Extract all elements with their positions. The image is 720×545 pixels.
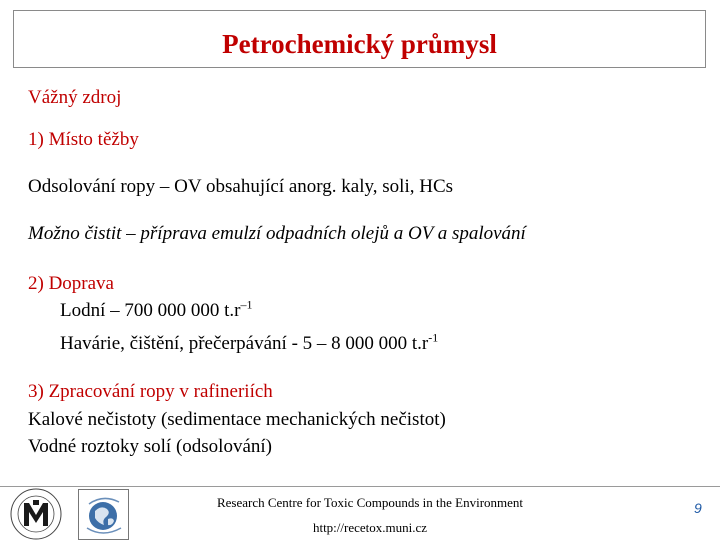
text-serious-source: Vážný zdroj (28, 87, 122, 108)
text-shipping-exponent: –1 (240, 297, 253, 312)
text-extraction-site: 1) Místo těžby (28, 129, 139, 150)
text-shipping (60, 297, 253, 322)
text-treatment: Možno čistit – příprava emulzí odpadních olejů a OV a spalování (28, 223, 526, 244)
text-desalting: Odsolování ropy – OV obsahující anorg. kaly, soli, HCs (28, 176, 454, 197)
text-shipping-value: Lodní – 700 000 000 t.r (60, 300, 241, 321)
footer-url[interactable]: http://recetox.muni.cz (312, 520, 428, 535)
page-number: 9 (694, 500, 702, 516)
text-accidents-value: Havárie, čištění, přečerpávání - 5 – 8 000 000 t.r (60, 333, 429, 354)
text-transport: 2) Doprava (28, 273, 114, 294)
text-refining: 3) Zpracování ropy v rafineriích (28, 381, 273, 402)
text-salt-solutions: Vodné roztoky solí (odsolování) (28, 436, 272, 457)
muni-logo (7, 487, 65, 540)
text-accidents-exponent: -1 (428, 330, 439, 345)
footer-divider (0, 486, 720, 487)
slide-title: Petrochemický průmysl (222, 29, 497, 59)
text-sludge: Kalové nečistoty (sedimentace mechanických nečistot) (28, 409, 446, 430)
title-box (13, 10, 706, 68)
footer-organization: Research Centre for Toxic Compounds in the Environment (216, 495, 524, 510)
text-accidents (60, 330, 439, 355)
recetox-logo (78, 489, 129, 540)
